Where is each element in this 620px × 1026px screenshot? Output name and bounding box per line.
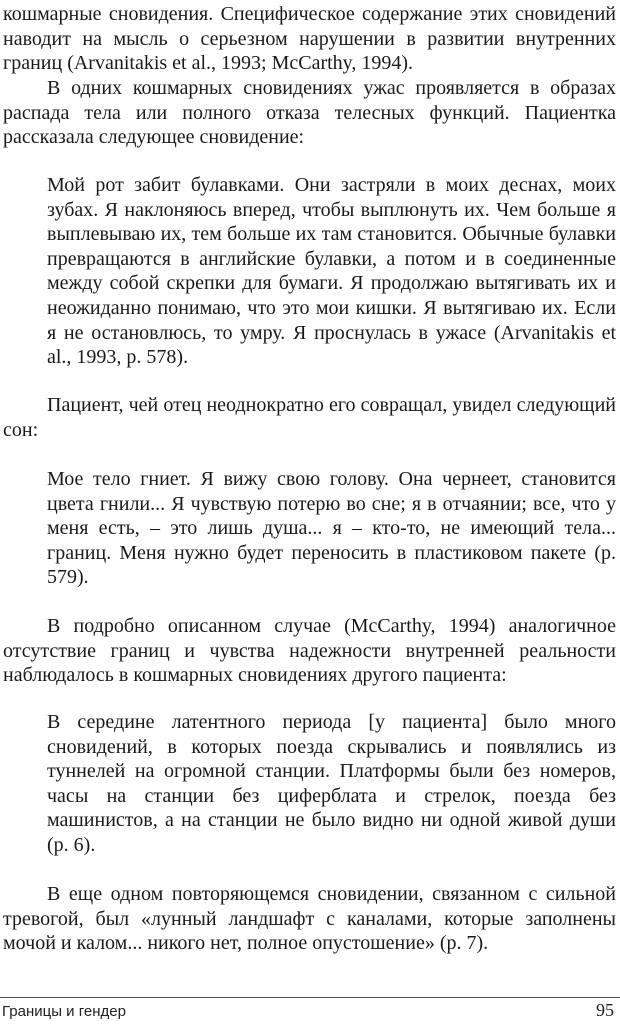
paragraph-lunar-landscape: В еще одном повторяющемся сновидении, связанном с сильной тревогой, был «лунный ландшафт с каналами, которые заполнены мочой и калом... никого нет, полное опустошение» (p. 7). [3, 883, 616, 955]
paragraph-body-disintegration: В одних кошмарных сновидениях ужас проявляется в образах распада тела или полного отказа телесных функций. Пациентка рассказала следующее сновидение: [3, 77, 616, 149]
block-quote-rotting-dream: Мое тело гниет. Я вижу свою голову. Она чернеет, становится цвета гнили... Я чувствую потерю во сне; я в отчаянии; все, что у меня есть, – это лишь душа... я – кто-то, не имеющий тела... границ. Меня нужно будет переносить в пластиковом пакете (p. 579). [47, 468, 616, 589]
running-title: Границы и гендер [2, 1003, 126, 1020]
block-quote-trains-dream: В середине латентного периода [у пациента] было много сновидений, в которых поезда скрывались и появлялись из туннелей на огромной станции. Платформы были без номеров, часы на станции без циферблата и стрелок, поезда без машинистов, а на станции не было видно ни одной живой души (p. 6). [47, 711, 616, 856]
footer-rule [0, 997, 620, 998]
block-quote-pins-dream: Мой рот забит булавками. Они застряли в моих деснах, моих зубах. Я наклоняюсь вперед, чтобы выплюнуть их. Чем больше я выплевываю их, тем больше их там становится. Обычные булавки превращаются в английские булавки, а потом и в соединенные между собой скрепки для бумаги. Я продолжаю вытягивать их и неожиданно понимаю, что это мои кишки. Я вытягиваю их. Если я не остановлюсь, то умру. Я проснулась в ужасе (Arvanitakis et al., 1993, p. 578). [47, 174, 616, 369]
paragraph-patient-intro: Пациент, чей отец неоднократно его совращал, увидел следующий сон: [3, 394, 616, 441]
paragraph-continuation: кошмарные сновидения. Специфическое содержание этих сновидений наводит на мысль о серьезном нарушении в развитии внутренних границ (Arvanitakis et al., 1993; McCarthy, 1994). [3, 3, 616, 75]
page-number: 95 [596, 1000, 614, 1020]
paragraph-mccarthy-case: В подробно описанном случае (McCarthy, 1994) аналогичное отсутствие границ и чувства надежности внутренней реальности наблюдалось в кошмарных сновидениях другого пациента: [3, 615, 616, 687]
